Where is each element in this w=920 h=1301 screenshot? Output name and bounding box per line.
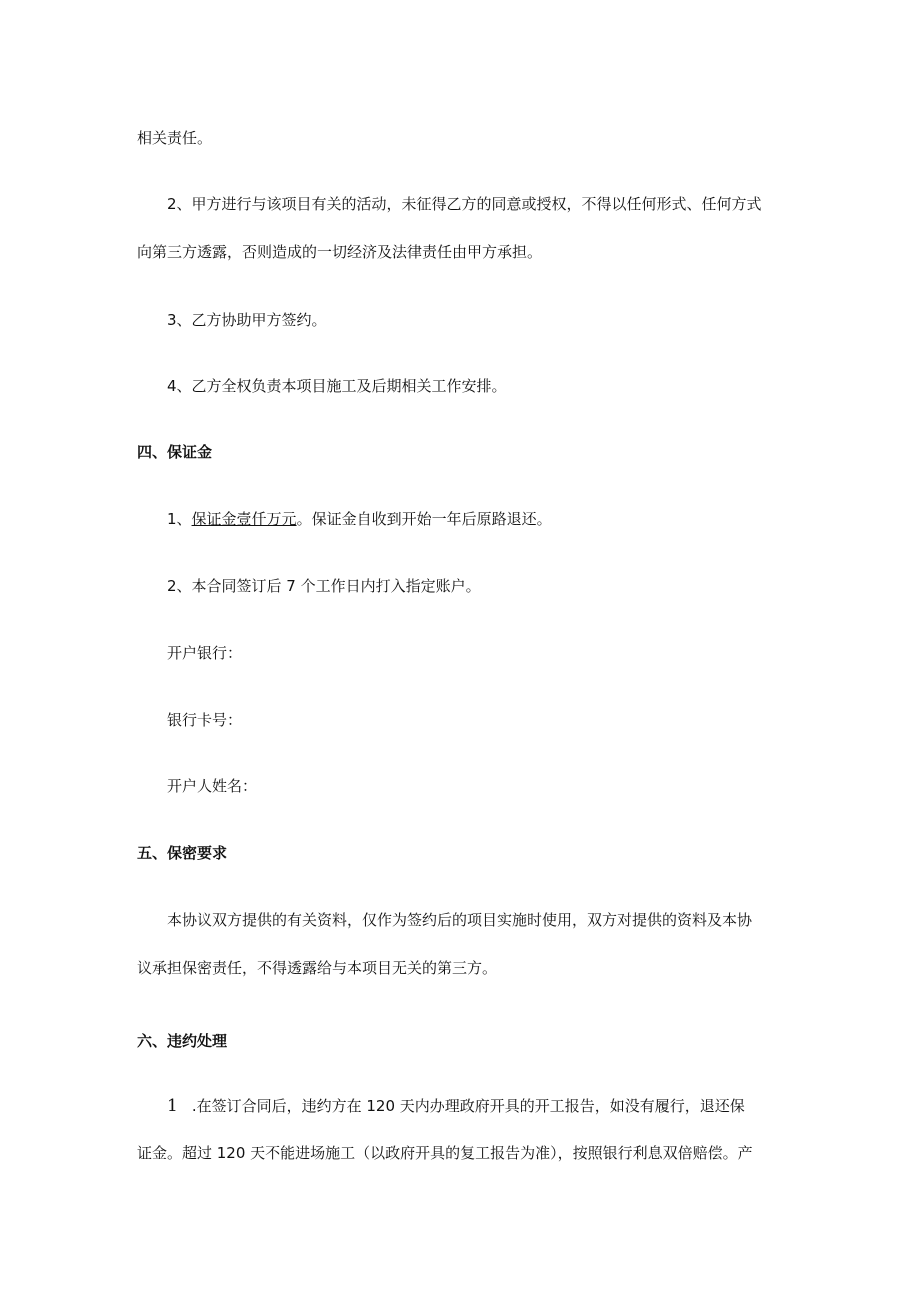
- text-line: 相关责任。: [137, 129, 213, 147]
- breach-clause-line-1: [167, 1096, 745, 1116]
- clause-3-2-line-1: 2、甲方进行与该项目有关的活动，未征得乙方的同意或授权，不得以任何形式、任何方式: [167, 195, 762, 213]
- bank-name-label: 开户银行：: [167, 644, 243, 662]
- clause-4-1-prefix: 1、: [167, 510, 192, 528]
- account-holder-label: 开户人姓名：: [167, 777, 258, 795]
- clause-3-4: 4、乙方全权负责本项目施工及后期相关工作安排。: [167, 377, 507, 395]
- confidentiality-line-1: 本协议双方提供的有关资料，仅作为签约后的项目实施时使用，双方对提供的资料及本协: [167, 911, 753, 929]
- breach-clause-line-2: 证金。超过 120 天不能进场施工（以政府开具的复工报告为准），按照银行利息双倍赔偿。产: [137, 1144, 753, 1162]
- deposit-amount-underlined: 保证金壹仟万元: [191, 510, 297, 528]
- section-heading-breach: 六、违约处理: [137, 1032, 228, 1050]
- bank-card-label: 银行卡号：: [167, 711, 243, 729]
- breach-clause-text: .在签订合同后，违约方在 120 天内办理政府开具的开工报告，如没有履行，退还保: [191, 1097, 745, 1115]
- confidentiality-line-2: 议承担保密责任，不得透露给与本项目无关的第三方。: [137, 959, 498, 977]
- clause-4-1: [167, 509, 552, 529]
- clause-4-2: 2、本合同签订后 7 个工作日内打入指定账户。: [167, 577, 481, 595]
- clause-3-3: 3、乙方协助甲方签约。: [167, 311, 327, 329]
- clause-4-1-suffix: 。保证金自收到开始一年后原路退还。: [296, 510, 552, 528]
- section-heading-deposit: 四、保证金: [137, 443, 213, 461]
- section-heading-confidentiality: 五、保密要求: [137, 844, 228, 862]
- breach-clause-number: 1: [167, 1096, 178, 1116]
- clause-3-2-line-2: 向第三方透露，否则造成的一切经济及法律责任由甲方承担。: [137, 243, 543, 261]
